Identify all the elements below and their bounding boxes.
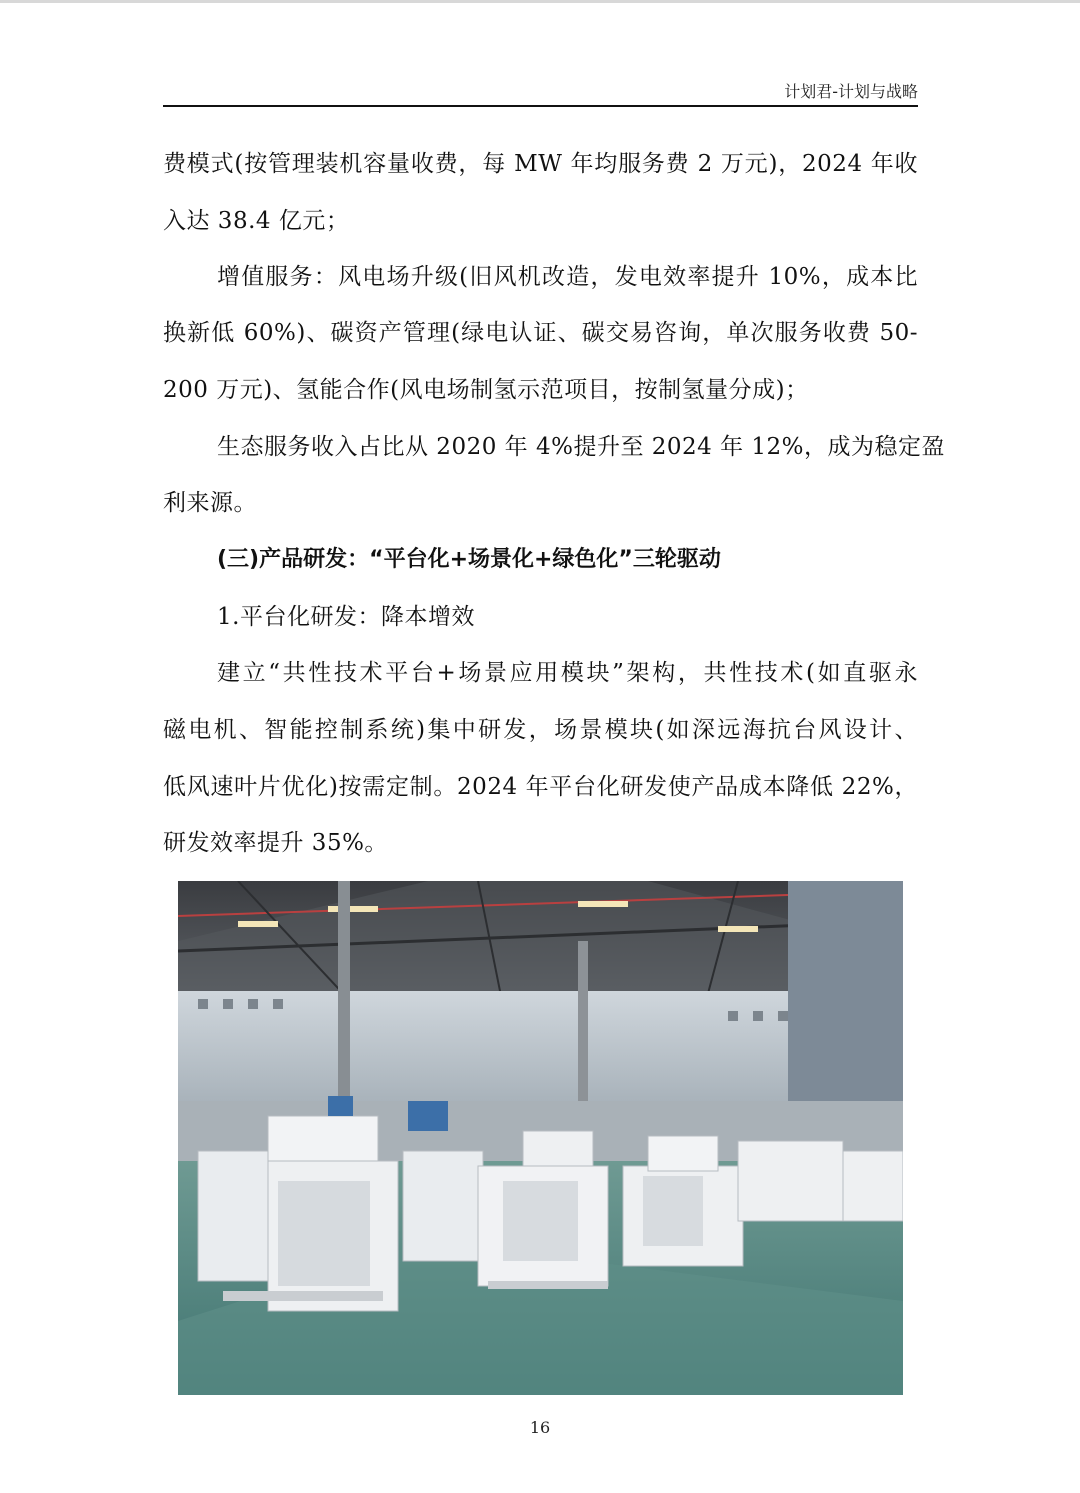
top-border [0, 0, 1080, 3]
subheading: 1.平台化研发：降本增效 [217, 604, 475, 630]
paragraph-line: 生态服务收入占比从 2020 年 4%提升至 2024 年 12%，成为稳定盈 [217, 434, 946, 460]
header-rule [163, 105, 918, 107]
paragraph-line: 费模式(按管理装机容量收费，每 MW 年均服务费 2 万元)，2024 年收 [163, 151, 918, 177]
factory-photo [178, 881, 903, 1395]
section-heading: (三)产品研发：“平台化+场景化+绿色化”三轮驱动 [217, 547, 721, 572]
paragraph-line: 增值服务：风电场升级(旧风机改造，发电效率提升 10%，成本比 [217, 264, 918, 290]
paragraph-line: 200 万元)、氢能合作(风电场制氢示范项目，按制氢量分成)； [163, 377, 809, 403]
paragraph-line: 磁电机、智能控制系统)集中研发，场景模块(如深远海抗台风设计、 [163, 717, 918, 743]
factory-illustration [178, 881, 903, 1395]
running-header: 计划君-计划与战略 [784, 82, 918, 101]
paragraph-line: 研发效率提升 35%。 [163, 830, 388, 856]
page-number: 16 [529, 1418, 551, 1437]
paragraph-line: 入达 38.4 亿元； [163, 208, 350, 234]
paragraph-line: 换新低 60%)、碳资产管理(绿电认证、碳交易咨询，单次服务收费 50- [163, 320, 918, 346]
paragraph-line: 建立“共性技术平台+场景应用模块”架构，共性技术(如直驱永 [217, 660, 918, 686]
paragraph-line: 利来源。 [163, 490, 257, 516]
paragraph-line: 低风速叶片优化)按需定制。2024 年平台化研发使产品成本降低 22%， [163, 774, 918, 800]
